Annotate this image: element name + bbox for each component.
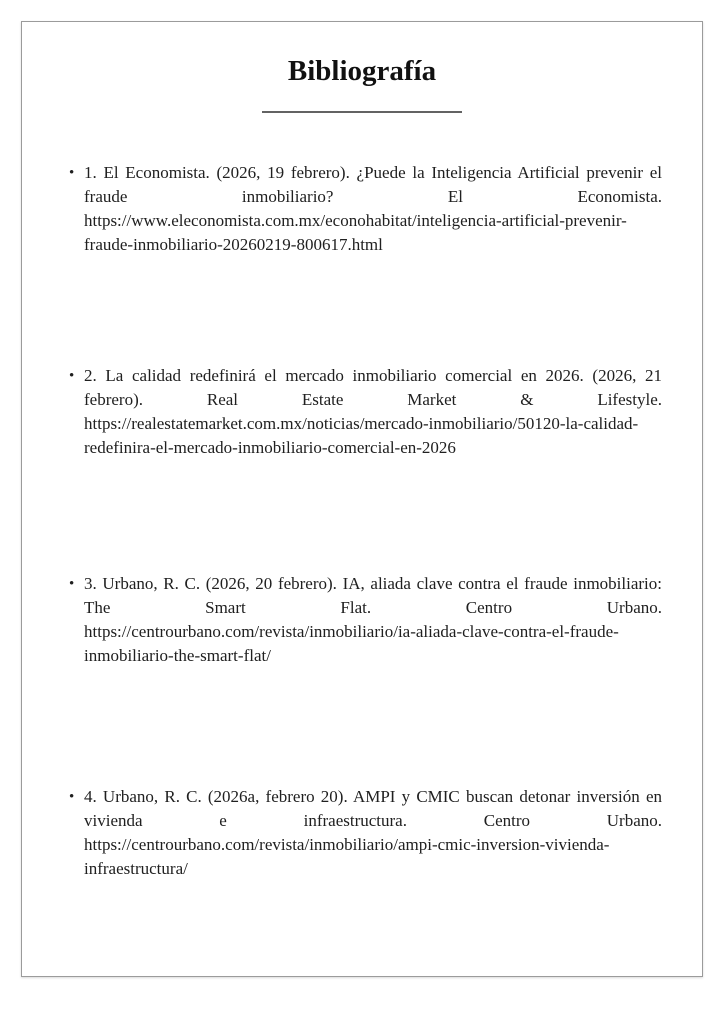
document-page: [21, 21, 703, 977]
reference-url[interactable]: https://centrourbano.com/revista/inmobiliario/ia-aliada-clave-contra-el-fraude-inmobiliario-the-smart-flat/: [84, 622, 619, 665]
reference-url[interactable]: https://realestatemarket.com.mx/noticias/mercado-inmobiliario/50120-la-calidad-redefinira-el-mercado-inmobiliario-comercial-en-2026: [84, 414, 639, 457]
reference-text: 2. La calidad redefinirá el mercado inmobiliario comercial en 2026. (2026, 21 febrero). Real Estate Market & Lifestyle.: [84, 366, 662, 409]
reference-item: [84, 785, 662, 881]
title-divider: [262, 111, 462, 113]
reference-text: 4. Urbano, R. C. (2026a, febrero 20). AMPI y CMIC buscan detonar inversión en vivienda e infraestructura. Centro Urbano.: [84, 787, 662, 830]
reference-item: [84, 161, 662, 257]
reference-item: [84, 572, 662, 668]
page-title: Bibliografía: [287, 55, 437, 87]
reference-text: 1. El Economista. (2026, 19 febrero). ¿Puede la Inteligencia Artificial prevenir el fraude inmobiliario? El Economista.: [84, 163, 662, 206]
reference-list: [22, 161, 702, 881]
reference-item: [84, 364, 662, 460]
reference-url[interactable]: https://centrourbano.com/revista/inmobiliario/ampi-cmic-inversion-vivienda-infraestructura/: [84, 835, 610, 878]
reference-url[interactable]: https://www.eleconomista.com.mx/econohabitat/inteligencia-artificial-prevenir-fraude-inmobiliario-20260219-800617.html: [84, 211, 627, 254]
reference-text: 3. Urbano, R. C. (2026, 20 febrero). IA, aliada clave contra el fraude inmobiliario: The Smart Flat. Centro Urbano.: [84, 574, 662, 617]
